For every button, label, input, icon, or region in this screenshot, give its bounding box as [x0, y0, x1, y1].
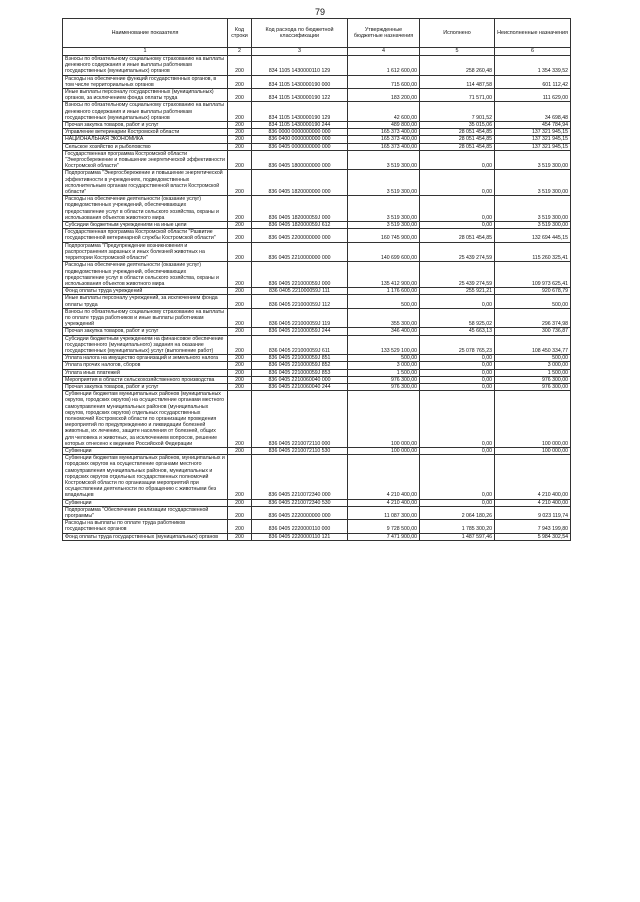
row-name: Субвенции бюджетам муниципальных районов, муниципальных и городских округов на осуществление органами местного самоуправления муниципальных районов, муниципальных и городских округов отдельных государственных полномочий Костромской области по организации мероприятий при осуществлении деятельности по обращению с животными без владельцев — [63, 455, 228, 499]
row-budget-code: 836 0405 2210072340 000 — [252, 455, 348, 499]
row-executed: 0,00 — [420, 150, 495, 170]
row-approved: 4 210 400,00 — [348, 499, 420, 506]
row-remaining: 100 000,00 — [495, 391, 571, 448]
row-budget-code: 836 0405 221000059J 000 — [252, 262, 348, 288]
row-approved: 11 087 300,00 — [348, 506, 420, 519]
row-line-code: 200 — [228, 143, 252, 150]
row-executed: 0,00 — [420, 369, 495, 376]
row-line-code: 200 — [228, 533, 252, 540]
row-line-code: 200 — [228, 355, 252, 362]
table-row — [63, 229, 571, 242]
row-line-code: 200 — [228, 222, 252, 229]
table-row — [63, 170, 571, 196]
row-budget-code: 836 0405 221000059J 119 — [252, 308, 348, 328]
row-name: Прочая закупка товаров, работ и услуг — [63, 383, 228, 390]
row-remaining: 976 300,00 — [495, 383, 571, 390]
header-executed: Исполнено — [420, 19, 495, 48]
row-line-code: 200 — [228, 56, 252, 76]
row-executed: 25 078 765,23 — [420, 335, 495, 355]
table-row — [63, 242, 571, 262]
row-executed: 0,00 — [420, 355, 495, 362]
row-approved: 3 519 300,00 — [348, 196, 420, 222]
row-remaining: 500,00 — [495, 295, 571, 308]
row-remaining: 3 519 300,00 — [495, 222, 571, 229]
row-approved: 165 373 400,00 — [348, 143, 420, 150]
table-row — [63, 520, 571, 533]
row-approved: 489 800,00 — [348, 122, 420, 129]
row-executed: 0,00 — [420, 376, 495, 383]
row-budget-code: 836 0405 2220000000 000 — [252, 506, 348, 519]
row-executed: 0,00 — [420, 499, 495, 506]
row-name: Мероприятия в области сельскохозяйственного производства — [63, 376, 228, 383]
column-number: 6 — [495, 48, 571, 56]
row-name: Расходы на обеспечение деятельности (оказание услуг) подведомственных учреждений, обеспечивающих предоставление услуг в области сельского хозяйства, охраны и использования объектов животного мира — [63, 262, 228, 288]
row-name: Иные выплаты персоналу государственных (муниципальных) органов, за исключением фонда оплаты труда — [63, 89, 228, 102]
row-remaining: 132 694 445,15 — [495, 229, 571, 242]
header-remaining: Неисполненные назначения — [495, 19, 571, 48]
row-budget-code: 834 1105 1430000190 000 — [252, 75, 348, 88]
row-approved: 135 412 900,00 — [348, 262, 420, 288]
column-number-row — [63, 48, 571, 56]
column-number: 4 — [348, 48, 420, 56]
row-line-code: 200 — [228, 229, 252, 242]
row-name: Субвенции бюджетам муниципальных районов (муниципальных округов, городских округов) на осуществление органами местного самоуправления муниципальных районов (муниципальных округов, городских округов) отдельных государственных полномочий Костромской области по организации проведения мероприятий по предупреждению и ликвидации болезней животных, их лечению, защите населения от болезней, общих для человека и животных, за исключением вопросов, решение которых отнесено к ведению Российской Федерации — [63, 391, 228, 448]
row-approved: 3 519 300,00 — [348, 170, 420, 196]
header-name: Наименование показателя — [63, 19, 228, 48]
row-executed: 1 785 300,20 — [420, 520, 495, 533]
row-name: Подпрограмма "Обеспечение реализации государственной программы" — [63, 506, 228, 519]
row-executed: 71 571,00 — [420, 89, 495, 102]
row-name: Уплата прочих налогов, сборов — [63, 362, 228, 369]
row-budget-code: 834 1105 1430000110 129 — [252, 56, 348, 76]
row-line-code: 200 — [228, 242, 252, 262]
row-remaining: 108 450 334,77 — [495, 335, 571, 355]
row-budget-code: 836 0405 221000059J 851 — [252, 355, 348, 362]
row-name: Государственная программа Костромской области "Развитие государственной ветеринарной службы Костромской области" — [63, 229, 228, 242]
row-line-code: 200 — [228, 129, 252, 136]
row-remaining: 3 519 300,00 — [495, 196, 571, 222]
row-name: Иные выплаты персоналу учреждений, за исключением фонда оплаты труда — [63, 295, 228, 308]
row-line-code: 200 — [228, 335, 252, 355]
row-line-code: 200 — [228, 376, 252, 383]
row-name: Взносы по обязательному социальному страхованию на выплаты денежного содержания и иные выплаты работникам государственных (муниципальных) органов — [63, 102, 228, 122]
row-executed: 7 901,52 — [420, 102, 495, 122]
row-remaining: 1 354 339,52 — [495, 56, 571, 76]
row-budget-code: 836 0405 2210060040 244 — [252, 383, 348, 390]
table-row — [63, 288, 571, 295]
row-budget-code: 836 0405 182000059J 612 — [252, 222, 348, 229]
row-executed: 0,00 — [420, 196, 495, 222]
row-remaining: 109 973 625,41 — [495, 262, 571, 288]
row-budget-code: 836 0405 182000059J 000 — [252, 196, 348, 222]
table-row — [63, 196, 571, 222]
header-line-code: Код строки — [228, 19, 252, 48]
row-approved: 160 745 900,00 — [348, 229, 420, 242]
table-row — [63, 56, 571, 76]
row-line-code: 200 — [228, 391, 252, 448]
table-row — [63, 355, 571, 362]
row-executed: 0,00 — [420, 383, 495, 390]
row-approved: 346 400,00 — [348, 328, 420, 335]
row-executed: 2 064 180,26 — [420, 506, 495, 519]
row-approved: 42 600,00 — [348, 102, 420, 122]
row-remaining: 4 210 400,00 — [495, 499, 571, 506]
table-row — [63, 75, 571, 88]
row-line-code: 200 — [228, 262, 252, 288]
row-line-code: 200 — [228, 362, 252, 369]
row-line-code: 200 — [228, 196, 252, 222]
table-row — [63, 308, 571, 328]
column-number: 1 — [63, 48, 228, 56]
row-line-code: 200 — [228, 506, 252, 519]
row-name: Субсидии бюджетным учреждениям на иные цели — [63, 222, 228, 229]
column-number: 5 — [420, 48, 495, 56]
row-approved: 4 210 400,00 — [348, 455, 420, 499]
row-remaining: 500,00 — [495, 355, 571, 362]
row-remaining: 3 000,00 — [495, 362, 571, 369]
table-row — [63, 295, 571, 308]
row-budget-code: 836 0000 0000000000 000 — [252, 129, 348, 136]
row-line-code: 200 — [228, 499, 252, 506]
row-budget-code: 836 0405 221000059J 112 — [252, 295, 348, 308]
header-approved: Утвержденные бюджетные назначения — [348, 19, 420, 48]
row-budget-code: 836 0405 1800000000 000 — [252, 150, 348, 170]
row-name: Расходы на обеспечение деятельности (оказание услуг) подведомственных учреждений, обеспечивающих предоставление услуг в области сельского хозяйства, охраны и использования объектов животного мира — [63, 196, 228, 222]
table-row — [63, 383, 571, 390]
table-row — [63, 506, 571, 519]
row-approved: 500,00 — [348, 355, 420, 362]
row-line-code: 200 — [228, 295, 252, 308]
row-approved: 140 699 600,00 — [348, 242, 420, 262]
row-line-code: 200 — [228, 102, 252, 122]
row-approved: 1 176 600,00 — [348, 288, 420, 295]
table-row — [63, 335, 571, 355]
row-executed: 114 487,58 — [420, 75, 495, 88]
row-executed: 258 260,48 — [420, 56, 495, 76]
row-approved: 100 000,00 — [348, 447, 420, 454]
table-row — [63, 369, 571, 376]
table-row — [63, 129, 571, 136]
row-remaining: 5 984 302,54 — [495, 533, 571, 540]
row-remaining: 3 519 300,00 — [495, 170, 571, 196]
row-budget-code: 836 0405 0000000000 000 — [252, 143, 348, 150]
row-line-code: 200 — [228, 447, 252, 454]
row-budget-code: 836 0405 2220000110 000 — [252, 520, 348, 533]
row-budget-code: 836 0405 221000059J 111 — [252, 288, 348, 295]
row-executed: 25 439 274,59 — [420, 242, 495, 262]
row-budget-code: 836 0405 2210072110 530 — [252, 447, 348, 454]
row-approved: 355 300,00 — [348, 308, 420, 328]
row-budget-code: 834 1105 1430000190 122 — [252, 89, 348, 102]
row-name: Расходы на выплаты по оплате труда работников государственных органов — [63, 520, 228, 533]
row-name: Субсидии бюджетным учреждениям на финансовое обеспечение государственного (муниципального) задания на оказание государственных (муниципальных) услуг (выполнение работ) — [63, 335, 228, 355]
row-executed: 0,00 — [420, 362, 495, 369]
row-approved: 715 600,00 — [348, 75, 420, 88]
table-row — [63, 328, 571, 335]
row-approved: 133 529 100,00 — [348, 335, 420, 355]
row-name: Расходы на обеспечение функций государственных органов, в том числе территориальных органов — [63, 75, 228, 88]
row-budget-code: 836 0405 2210072340 530 — [252, 499, 348, 506]
row-approved: 7 471 900,00 — [348, 533, 420, 540]
row-name: Уплата иных платежей — [63, 369, 228, 376]
row-approved: 183 200,00 — [348, 89, 420, 102]
row-executed: 255 921,21 — [420, 288, 495, 295]
row-executed: 28 051 454,85 — [420, 229, 495, 242]
row-name: Субвенции — [63, 447, 228, 454]
row-remaining: 137 321 945,15 — [495, 136, 571, 143]
row-name: Взносы по обязательному социальному страхованию на выплаты по оплате труда работников и иные выплаты работникам учреждений — [63, 308, 228, 328]
row-approved: 165 373 400,00 — [348, 136, 420, 143]
row-budget-code: 836 0405 2210060040 000 — [252, 376, 348, 383]
table-row — [63, 222, 571, 229]
row-line-code: 200 — [228, 520, 252, 533]
table-row — [63, 143, 571, 150]
row-budget-code: 836 0405 221000059J 853 — [252, 369, 348, 376]
row-name: Уплата налога на имущество организаций и земельного налога — [63, 355, 228, 362]
table-body — [63, 56, 571, 541]
column-number: 2 — [228, 48, 252, 56]
row-approved: 500,00 — [348, 295, 420, 308]
row-approved: 3 519 300,00 — [348, 150, 420, 170]
row-executed: 0,00 — [420, 295, 495, 308]
row-budget-code: 834 1105 1430000190 244 — [252, 122, 348, 129]
row-remaining: 137 321 945,15 — [495, 143, 571, 150]
row-executed: 0,00 — [420, 170, 495, 196]
row-name: Подпрограмма "Предупреждение возникновения и распространения заразных и иных болезней животных на территории Костромской области" — [63, 242, 228, 262]
row-line-code: 200 — [228, 122, 252, 129]
row-line-code: 200 — [228, 170, 252, 196]
row-remaining: 9 023 119,74 — [495, 506, 571, 519]
row-remaining: 976 300,00 — [495, 376, 571, 383]
row-approved: 3 000,00 — [348, 362, 420, 369]
row-approved: 1 612 600,00 — [348, 56, 420, 76]
table-row — [63, 262, 571, 288]
table-header-row — [63, 19, 571, 48]
row-budget-code: 836 0405 221000059J 244 — [252, 328, 348, 335]
row-executed: 28 051 454,85 — [420, 129, 495, 136]
table-row — [63, 150, 571, 170]
table-row — [63, 533, 571, 540]
row-executed: 0,00 — [420, 455, 495, 499]
row-remaining: 601 112,42 — [495, 75, 571, 88]
row-budget-code: 836 0405 2220000110 121 — [252, 533, 348, 540]
table-row — [63, 499, 571, 506]
column-number: 3 — [252, 48, 348, 56]
row-budget-code: 836 0405 221000059J 611 — [252, 335, 348, 355]
row-budget-code: 836 0405 2200000000 000 — [252, 229, 348, 242]
row-line-code: 200 — [228, 75, 252, 88]
row-name: Подпрограмма "Энергосбережение и повышение энергетической эффективности в учреждениях, подведомственных исполнительным органам государственной власти Костромской области" — [63, 170, 228, 196]
table-row — [63, 376, 571, 383]
table-row — [63, 136, 571, 143]
row-budget-code: 836 0405 2210072110 000 — [252, 391, 348, 448]
row-line-code: 200 — [228, 308, 252, 328]
row-budget-code: 836 0405 1820000000 000 — [252, 170, 348, 196]
row-remaining: 454 784,94 — [495, 122, 571, 129]
row-remaining: 3 519 300,00 — [495, 150, 571, 170]
row-budget-code: 834 1105 1430000190 129 — [252, 102, 348, 122]
row-remaining: 34 698,48 — [495, 102, 571, 122]
row-executed: 35 015,06 — [420, 122, 495, 129]
row-approved: 9 728 500,00 — [348, 520, 420, 533]
row-line-code: 200 — [228, 89, 252, 102]
table-row — [63, 455, 571, 499]
row-remaining: 115 260 325,41 — [495, 242, 571, 262]
row-name: Прочая закупка товаров, работ и услуг — [63, 122, 228, 129]
row-name: Государственная программа Костромской области "Энергосбережение и повышение энергетической эффективности Костромской области" — [63, 150, 228, 170]
row-name: Субвенции — [63, 499, 228, 506]
row-executed: 28 051 454,85 — [420, 143, 495, 150]
row-remaining: 296 374,98 — [495, 308, 571, 328]
row-executed: 58 925,02 — [420, 308, 495, 328]
row-approved: 3 519 300,00 — [348, 222, 420, 229]
row-remaining: 300 736,87 — [495, 328, 571, 335]
row-remaining: 1 500,00 — [495, 369, 571, 376]
row-remaining: 100 000,00 — [495, 447, 571, 454]
row-name: Фонд оплаты труда государственных (муниципальных) органов — [63, 533, 228, 540]
row-executed: 0,00 — [420, 222, 495, 229]
row-budget-code: 836 0405 221000059J 852 — [252, 362, 348, 369]
row-executed: 1 487 597,46 — [420, 533, 495, 540]
row-executed: 45 663,13 — [420, 328, 495, 335]
row-budget-code: 836 0400 0000000000 000 — [252, 136, 348, 143]
row-name: НАЦИОНАЛЬНАЯ ЭКОНОМИКА — [63, 136, 228, 143]
row-name: Прочая закупка товаров, работ и услуг — [63, 328, 228, 335]
row-executed: 0,00 — [420, 391, 495, 448]
budget-execution-table — [62, 18, 571, 541]
row-line-code: 200 — [228, 369, 252, 376]
row-line-code: 200 — [228, 383, 252, 390]
row-remaining: 920 678,79 — [495, 288, 571, 295]
row-approved: 1 500,00 — [348, 369, 420, 376]
row-approved: 976 300,00 — [348, 383, 420, 390]
row-name: Фонд оплаты труда учреждений — [63, 288, 228, 295]
row-line-code: 200 — [228, 328, 252, 335]
row-budget-code: 836 0405 2210000000 000 — [252, 242, 348, 262]
row-remaining: 137 321 945,15 — [495, 129, 571, 136]
table-row — [63, 122, 571, 129]
row-name: Взносы по обязательному социальному страхованию на выплаты денежного содержания и иные выплаты работникам государственных (муниципальных) органов — [63, 56, 228, 76]
row-approved: 165 373 400,00 — [348, 129, 420, 136]
row-name: Управление ветеринарии Костромской области — [63, 129, 228, 136]
row-executed: 25 439 274,59 — [420, 262, 495, 288]
row-name: Сельское хозяйство и рыболовство — [63, 143, 228, 150]
row-remaining: 111 629,00 — [495, 89, 571, 102]
table-row — [63, 89, 571, 102]
table-row — [63, 362, 571, 369]
table-row — [63, 391, 571, 448]
row-approved: 976 300,00 — [348, 376, 420, 383]
row-remaining: 4 210 400,00 — [495, 455, 571, 499]
row-executed: 0,00 — [420, 447, 495, 454]
row-executed: 28 051 454,85 — [420, 136, 495, 143]
row-line-code: 200 — [228, 150, 252, 170]
row-approved: 100 000,00 — [348, 391, 420, 448]
header-budget-code: Код расхода по бюджетной классификации — [252, 19, 348, 48]
row-remaining: 7 943 199,80 — [495, 520, 571, 533]
page-number: 79 — [314, 7, 325, 17]
table-row — [63, 102, 571, 122]
row-line-code: 200 — [228, 455, 252, 499]
row-line-code: 200 — [228, 136, 252, 143]
row-line-code: 200 — [228, 288, 252, 295]
table-row — [63, 447, 571, 454]
